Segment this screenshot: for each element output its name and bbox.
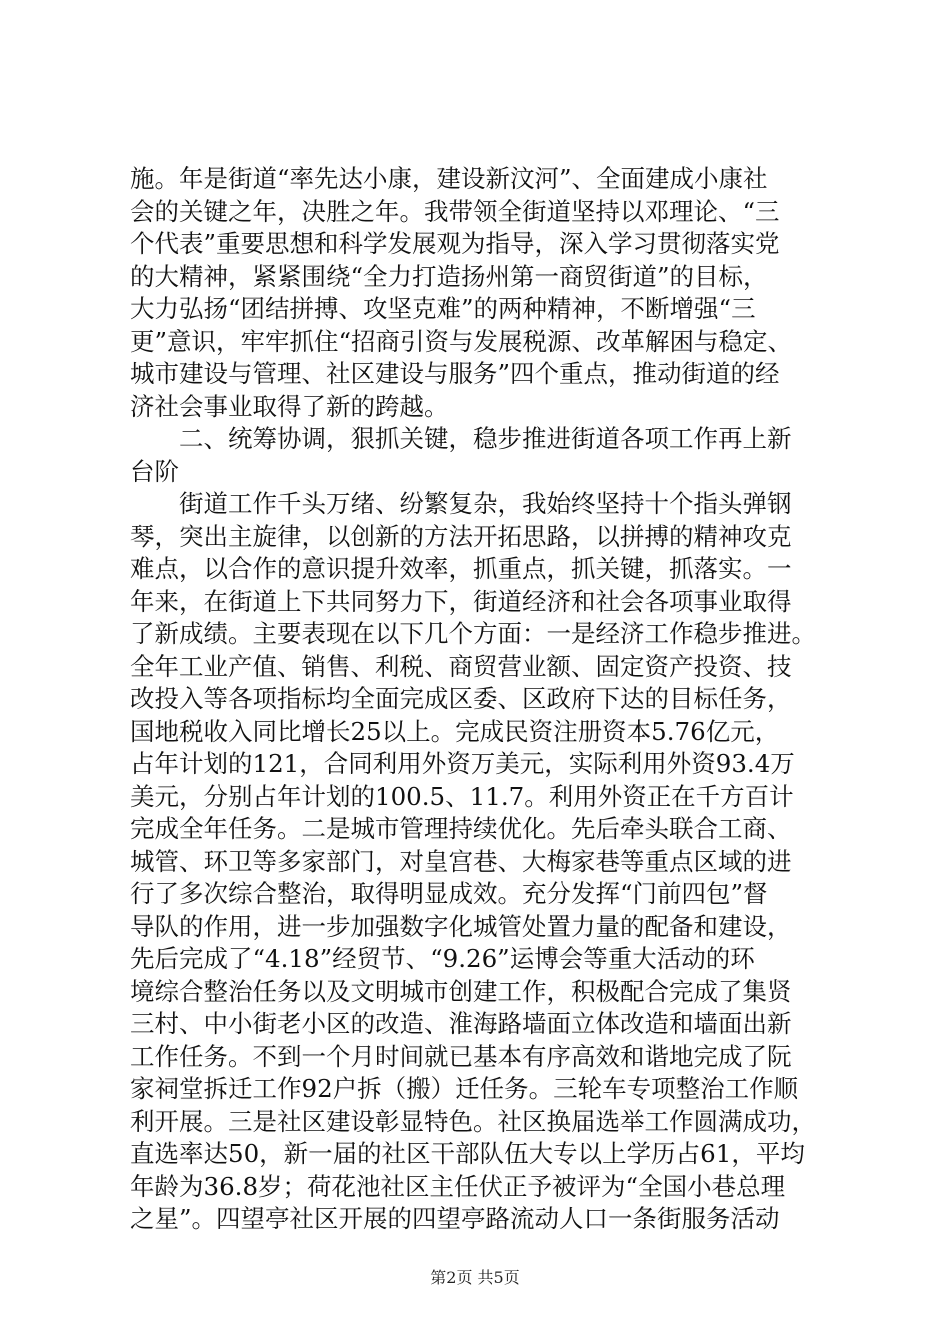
- text-line: 行了多次综合整治，取得明显成效。充分发挥“门前四包”督: [130, 879, 768, 908]
- text-line: 施。年是街道“率先达小康，建设新汶河”、全面建成小康社: [130, 164, 768, 193]
- text-line: 国地税收入同比增长25以上。完成民资注册资本5.76亿元，: [130, 716, 780, 746]
- text-line: 家祠堂拆迁工作92户拆（搬）迁任务。三轮车专项整治工作顺: [130, 1074, 799, 1103]
- text-line: 三村、中小街老小区的改造、淮海路墙面立体改造和墙面出新: [130, 1009, 792, 1038]
- text-line: 年来，在街道上下共同努力下，街道经济和社会各项事业取得: [130, 586, 792, 616]
- text-line: 美元，分别占年计划的100.5、11.7。利用外资正在千方百计: [130, 781, 794, 811]
- text-line: 城管、环卫等多家部门，对皇宫巷、大梅家巷等重点区域的进: [130, 846, 792, 876]
- text-line: 难点，以合作的意识提升效率，抓重点，抓关键，抓落实。一: [130, 554, 792, 583]
- text-line: 工作任务。不到一个月时间就已基本有序高效和谐地完成了阮: [130, 1041, 792, 1071]
- text-line: 改投入等各项指标均全面完成区委、区政府下达的目标任务，: [130, 684, 792, 713]
- text-line: 济社会事业取得了新的跨越。: [130, 391, 449, 421]
- text-line: 更”意识，牢牢抓住“招商引资与发展税源、改革解困与稳定、: [130, 326, 793, 356]
- text-line: 占年计划的121，合同利用外资万美元，实际利用外资93.4万: [130, 749, 795, 778]
- text-line: 导队的作用，进一步加强数字化城管处置力量的配备和建设，: [130, 911, 792, 941]
- text-line: 年龄为36.8岁；荷花池社区主任伏正予被评为“全国小巷总理: [130, 1171, 786, 1201]
- text-line: 了新成绩。主要表现在以下几个方面：一是经济工作稳步推进。: [130, 619, 816, 648]
- text-line: 街道工作千头万绪、纷繁复杂，我始终坚持十个指头弹钢: [130, 489, 792, 518]
- body-text: [130, 163, 830, 1236]
- text-line: 城市建设与管理、社区建设与服务”四个重点，推动街道的经: [130, 359, 780, 388]
- text-line: 台阶: [130, 456, 179, 486]
- text-line: 直选率达50，新一届的社区干部队伍大专以上学历占61，平均: [130, 1139, 805, 1168]
- text-line: 的大精神，紧紧围绕“全力打造扬州第一商贸街道”的目标，: [130, 261, 768, 291]
- text-line: 会的关键之年，决胜之年。我带领全街道坚持以邓理论、“三: [130, 196, 780, 226]
- text-line: 之星”。四望亭社区开展的四望亭路流动人口一条街服务活动: [130, 1204, 780, 1233]
- text-line: 二、统筹协调，狠抓关键，稳步推进街道各项工作再上新: [130, 424, 792, 453]
- page-footer: 第2页 共5页: [430, 1268, 520, 1287]
- text-line: 个代表”重要思想和科学发展观为指导，深入学习贯彻落实党: [130, 229, 780, 258]
- text-line: 完成全年任务。二是城市管理持续优化。先后牵头联合工商、: [130, 814, 792, 843]
- text-line: 全年工业产值、销售、利税、商贸营业额、固定资产投资、技: [130, 651, 792, 681]
- text-line: 先后完成了“4.18”经贸节、“9.26”运博会等重大活动的环: [130, 944, 755, 973]
- text-line: 利开展。三是社区建设彰显特色。社区换届选举工作圆满成功，: [130, 1106, 816, 1136]
- text-line: 琴，突出主旋律，以创新的方法开拓思路，以拼搏的精神攻克: [130, 521, 792, 551]
- text-line: 境综合整治任务以及文明城市创建工作，积极配合完成了集贤: [130, 976, 792, 1006]
- text-line: 大力弘扬“团结拼搏、攻坚克难”的两种精神，不断增强“三: [130, 294, 756, 323]
